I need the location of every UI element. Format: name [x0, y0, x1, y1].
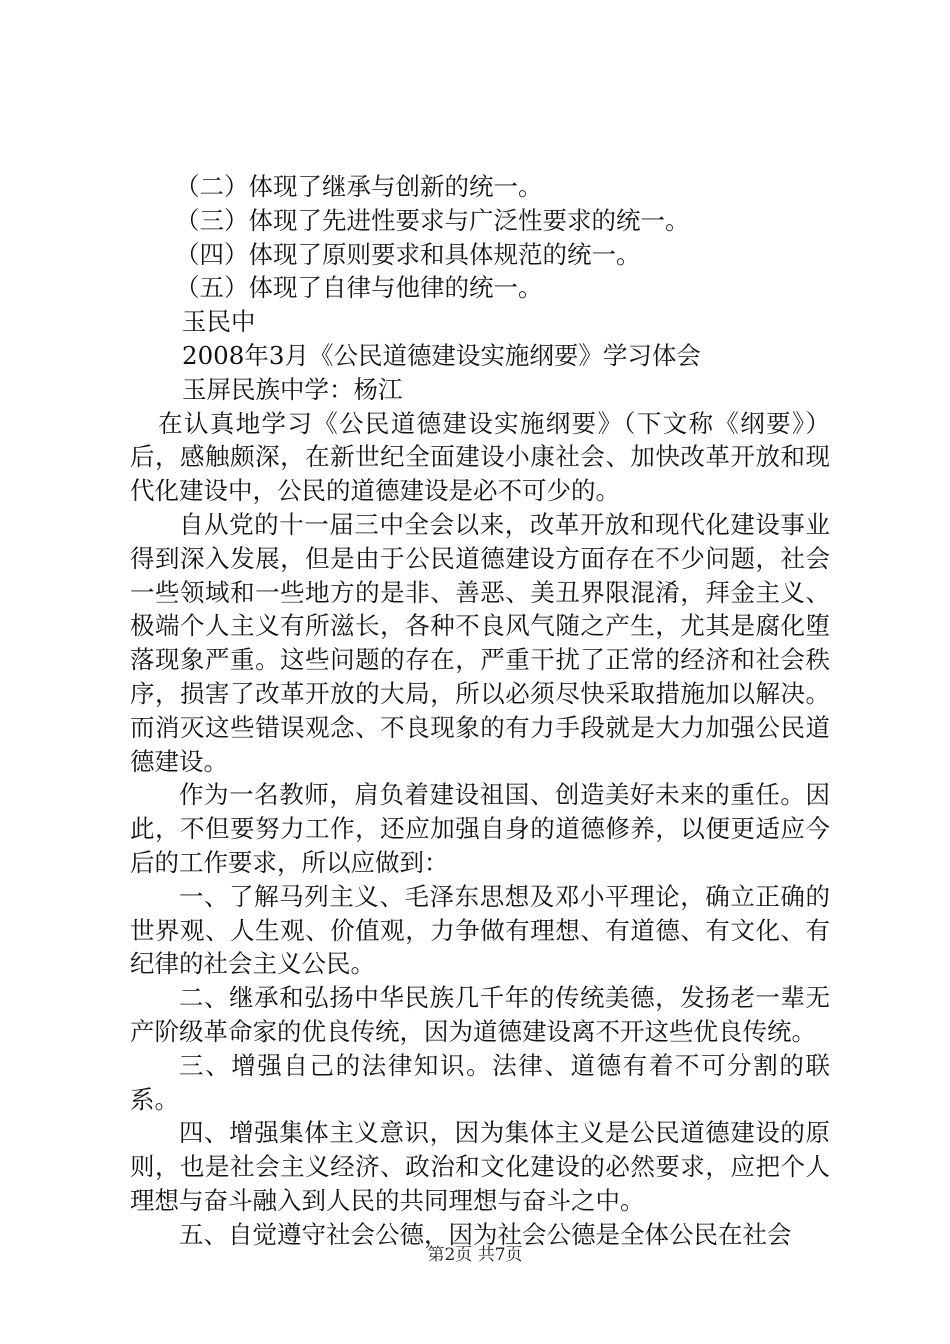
list-item-5: （五）体现了自律与他律的统一。	[175, 273, 543, 303]
page-footer: 第2页 共7页	[427, 1245, 523, 1265]
article-author: 玉屏民族中学：杨江	[182, 374, 403, 404]
article-title: 2008年3月《公民道德建设实施纲要》学习体会	[182, 340, 701, 370]
school-abbrev: 玉民中	[182, 307, 256, 337]
paragraph-intro: 在认真地学习《公民道德建设实施纲要》（下文称《纲要》）后，感触颇深，在新世纪全面建设小康社会、加快改革开放和现代化建设中，公民的道德建设是必不可少的。	[130, 408, 830, 506]
paragraph-point-2: 二、继承和弘扬中华民族几千年的传统美德，发扬老一辈无产阶级革命家的优良传统，因为道德建设离不开这些优良传统。	[130, 983, 830, 1046]
document-body	[130, 170, 830, 1252]
list-item-3: （三）体现了先进性要求与广泛性要求的统一。	[175, 205, 690, 235]
list-item-4: （四）体现了原则要求和具体规范的统一。	[175, 239, 641, 269]
paragraph-background: 自从党的十一届三中全会以来，改革开放和现代化建设事业得到深入发展，但是由于公民道德建设方面存在不少问题，社会一些领域和一些地方的是非、善恶、美丑界限混淆，拜金主义、极端个人主义有所滋长，各种不良风气随之产生，尤其是腐化堕落现象严重。这些问题的存在，严重干扰了正常的经济和社会秩序，损害了改革开放的大局，所以必须尽快采取措施加以解决。而消灭这些错误观念、不良现象的有力手段就是大力加强公民道德建设。	[130, 509, 830, 776]
paragraph-point-1: 一、了解马列主义、毛泽东思想及邓小平理论，确立正确的世界观、人生观、价值观，力争做有理想、有道德、有文化、有纪律的社会主义公民。	[130, 881, 830, 979]
paragraph-point-5: 五、自觉遵守社会公德，因为社会公德是全体公民在社会	[179, 1219, 792, 1249]
paragraph-teacher-role: 作为一名教师，肩负着建设祖国、创造美好未来的重任。因此，不但要努力工作，还应加强自身的道德修养，以便更适应今后的工作要求，所以应做到：	[130, 780, 830, 877]
paragraph-point-3: 三、增强自己的法律知识。法律、道德有着不可分割的联系。	[130, 1050, 830, 1114]
list-item-2: （二）体现了继承与创新的统一。	[175, 172, 543, 201]
paragraph-point-4: 四、增强集体主义意识，因为集体主义是公民道德建设的原则，也是社会主义经济、政治和文化建设的必然要求，应把个人理想与奋斗融入到人民的共同理想与奋斗之中。	[130, 1118, 830, 1215]
